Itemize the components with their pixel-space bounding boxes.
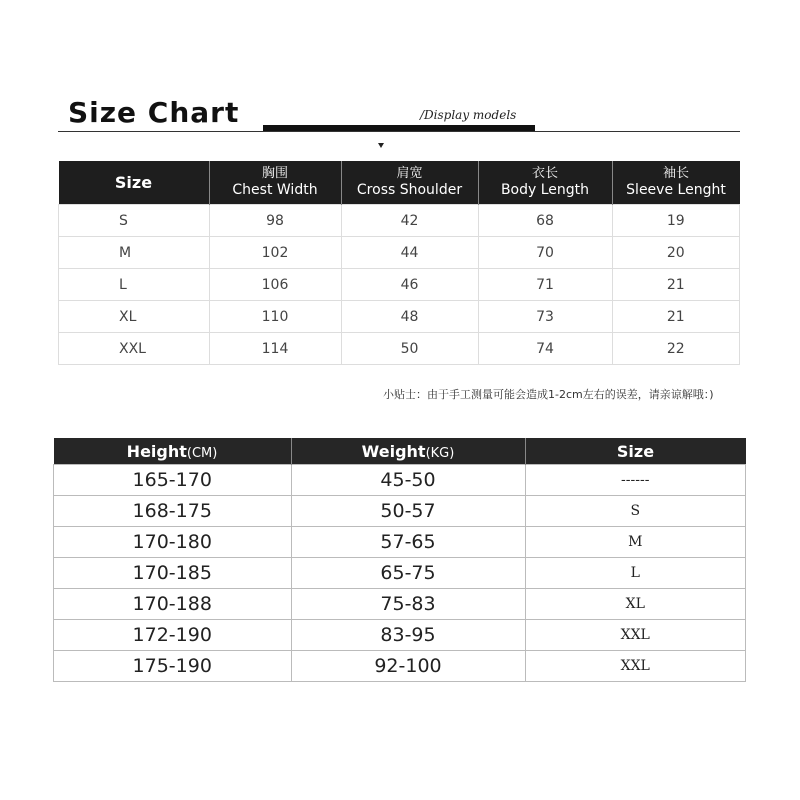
size-column-header: Size bbox=[525, 438, 746, 465]
header-divider bbox=[58, 131, 740, 132]
table-row: M 102 44 70 20 bbox=[59, 237, 740, 269]
table-row: 170-185 65-75 L bbox=[54, 558, 746, 589]
header-accent-bar bbox=[263, 125, 535, 131]
display-models-label: /Display models bbox=[420, 108, 517, 122]
sleeve-length-column-header: 袖长 Sleeve Lenght bbox=[612, 161, 740, 205]
size-table-header-row bbox=[59, 161, 740, 205]
caret-down-icon bbox=[378, 143, 384, 148]
height-weight-size-table bbox=[53, 438, 746, 682]
table-row: 168-175 50-57 S bbox=[54, 496, 746, 527]
body-length-column-header: 衣长 Body Length bbox=[478, 161, 612, 205]
table-row: 175-190 92-100 XXL bbox=[54, 651, 746, 682]
garment-size-table bbox=[58, 161, 740, 365]
weight-column-header: Weight(KG) bbox=[291, 438, 525, 465]
height-column-header: Height(CM) bbox=[54, 438, 292, 465]
cross-shoulder-column-header: 肩宽 Cross Shoulder bbox=[341, 161, 478, 205]
fit-table-header-row bbox=[54, 438, 746, 465]
table-row: XXL 114 50 74 22 bbox=[59, 333, 740, 365]
table-row: 172-190 83-95 XXL bbox=[54, 620, 746, 651]
page-title: Size Chart bbox=[68, 96, 240, 129]
table-row: 170-188 75-83 XL bbox=[54, 589, 746, 620]
chest-width-column-header: 胸围 Chest Width bbox=[209, 161, 341, 205]
table-row: XL 110 48 73 21 bbox=[59, 301, 740, 333]
table-row: L 106 46 71 21 bbox=[59, 269, 740, 301]
table-row: S 98 42 68 19 bbox=[59, 205, 740, 237]
measurement-tip: 小贴士：由于手工测量可能会造成1-2cm左右的误差，请亲谅解哦：) bbox=[383, 388, 714, 401]
table-row: 165-170 45-50 ------ bbox=[54, 465, 746, 496]
table-row: 170-180 57-65 M bbox=[54, 527, 746, 558]
size-column-header: Size bbox=[59, 161, 210, 205]
